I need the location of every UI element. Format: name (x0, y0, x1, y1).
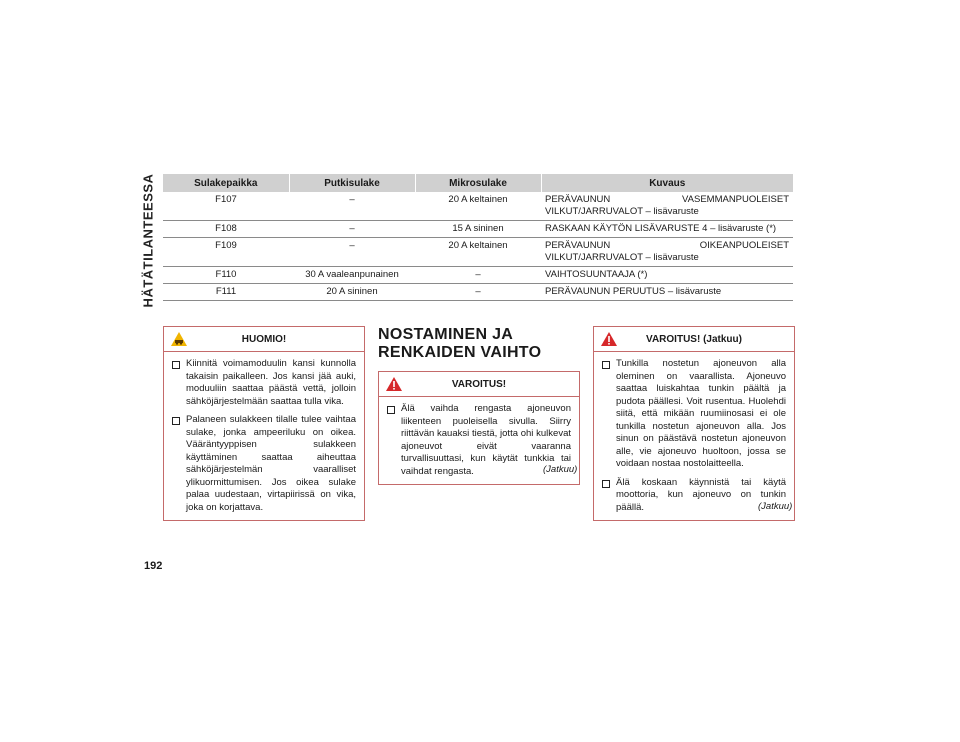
cell-micro-fuse: – (415, 267, 541, 284)
cell-description: PERÄVAUNUN PERUUTUS – lisävaruste (541, 284, 793, 301)
cell-fuse-position: F107 (163, 192, 289, 221)
warning-continued-box (593, 326, 795, 521)
side-tab-label: HÄTÄTILANTEESSA (140, 173, 156, 307)
table-row (163, 221, 793, 238)
caution-box-header (164, 327, 364, 352)
col-header-kuvaus: Kuvaus (541, 174, 793, 192)
cell-fuse-position: F109 (163, 238, 289, 267)
table-row (163, 267, 793, 284)
col-header-sulakepaikka: Sulakepaikka (163, 174, 289, 192)
side-tab (138, 170, 158, 310)
section-title (378, 326, 541, 362)
section-title-line-1: NOSTAMINEN JA (378, 326, 514, 343)
warning-item-text: Älä vaihda rengasta ajoneuvon liikenteen puoleisella sivulla. Siirry riittävän kauaksi tiestä, jotta ohi kulkevat ajoneuvot eivät vaaranna turvallisuuttasi, kun käytät tunkkia tai vaihdat rengasta. (401, 403, 571, 477)
fuse-table (163, 174, 793, 301)
warning-triangle-icon (385, 376, 403, 392)
cell-cartridge-fuse: 30 A vaaleanpunainen (289, 267, 415, 284)
cell-micro-fuse: 15 A sininen (415, 221, 541, 238)
cell-fuse-position: F108 (163, 221, 289, 238)
caution-item-text: Palaneen sulakkeen tilalle tulee vaihtaa sulake, jonka ampeeriluku on oikea. Vääräntyyppisen sulakkeen käyttäminen saattaa aiheuttaa sähköjärjestelmän vaaralliset ylikuormittumisen. Jos oikea sulake palaa uudestaan, virtapiirissä on vika, joka on korjattava. (186, 414, 356, 513)
table-row (163, 238, 793, 267)
caution-box (163, 326, 365, 521)
cell-cartridge-fuse: 20 A sininen (289, 284, 415, 301)
warning-triangle-icon (600, 331, 618, 347)
caution-box-body (164, 352, 364, 520)
warning-continued-title: VAROITUS! (Jatkuu) (646, 333, 742, 345)
section-title-line-2: RENKAIDEN VAIHTO (378, 344, 542, 361)
cell-micro-fuse: 20 A keltainen (415, 238, 541, 267)
warning-title: VAROITUS! (451, 378, 507, 390)
cell-cartridge-fuse: – (289, 192, 415, 221)
warning-continued-item-text: Älä koskaan käynnistä tai käytä moottoria, kun ajoneuvo on tunkin päällä. (616, 476, 786, 513)
continued-label-right: (Jatkuu) (758, 501, 793, 512)
col-header-mikrosulake: Mikrosulake (415, 174, 541, 192)
warning-continued-item-text: Tunkilla nostetun ajoneuvon alla oleminen on vaarallista. Ajoneuvo saattaa luiskahtaa tunkin päältä ja pudota päällesi. Voit rusentua. Huolehdi siitä, että mikään ruumiinosasi ei ole tunkilla nostetun ajoneuvon alla. Jos sinun on päästävä nostetun ajoneuvon alle, vie ajoneuvo huoltoon, jossa se voidaan nostaa nostolaitteella. (616, 358, 786, 469)
cell-micro-fuse: 20 A keltainen (415, 192, 541, 221)
cell-description: VAIHTOSUUNTAAJA (*) (541, 267, 793, 284)
warning-continued-box-header (594, 327, 794, 352)
cell-cartridge-fuse: – (289, 238, 415, 267)
page-number: 192 (144, 560, 163, 572)
continued-label: (Jatkuu) (543, 464, 578, 475)
cell-micro-fuse: – (415, 284, 541, 301)
warning-box-header (379, 372, 579, 397)
list-item (172, 414, 356, 514)
cell-fuse-position: F111 (163, 284, 289, 301)
cell-cartridge-fuse: – (289, 221, 415, 238)
col-header-putkisulake: Putkisulake (289, 174, 415, 192)
cell-description: RASKAAN KÄYTÖN LISÄVARUSTE 4 – lisävaruste (*) (541, 221, 793, 238)
bullet-square (172, 417, 180, 425)
cell-description: PERÄVAUNUN OIKEANPUOLEISET VILKUT/JARRUVALOT – lisävaruste (541, 238, 793, 267)
list-item (602, 358, 786, 471)
cell-fuse-position: F110 (163, 267, 289, 284)
list-item (172, 358, 356, 408)
bullet-square (602, 361, 610, 369)
warning-continued-box-body (594, 352, 794, 520)
caution-item-text: Kiinnitä voimamoduulin kansi kunnolla takaisin paikalleen. Jos kansi jää auki, moduuliin saattaa päästä vettä, jolloin sähköjärjestelmään saattaa tulla vika. (186, 358, 356, 407)
bullet-square (387, 406, 395, 414)
fuse-table-header-row (163, 174, 793, 192)
table-row (163, 284, 793, 301)
caution-icon (170, 331, 188, 347)
bullet-square (602, 480, 610, 488)
bullet-square (172, 361, 180, 369)
caution-title: HUOMIO! (241, 333, 287, 345)
cell-description: PERÄVAUNUN VASEMMANPUOLEISET VILKUT/JARRUVALOT – lisävaruste (541, 192, 793, 221)
table-row (163, 192, 793, 221)
